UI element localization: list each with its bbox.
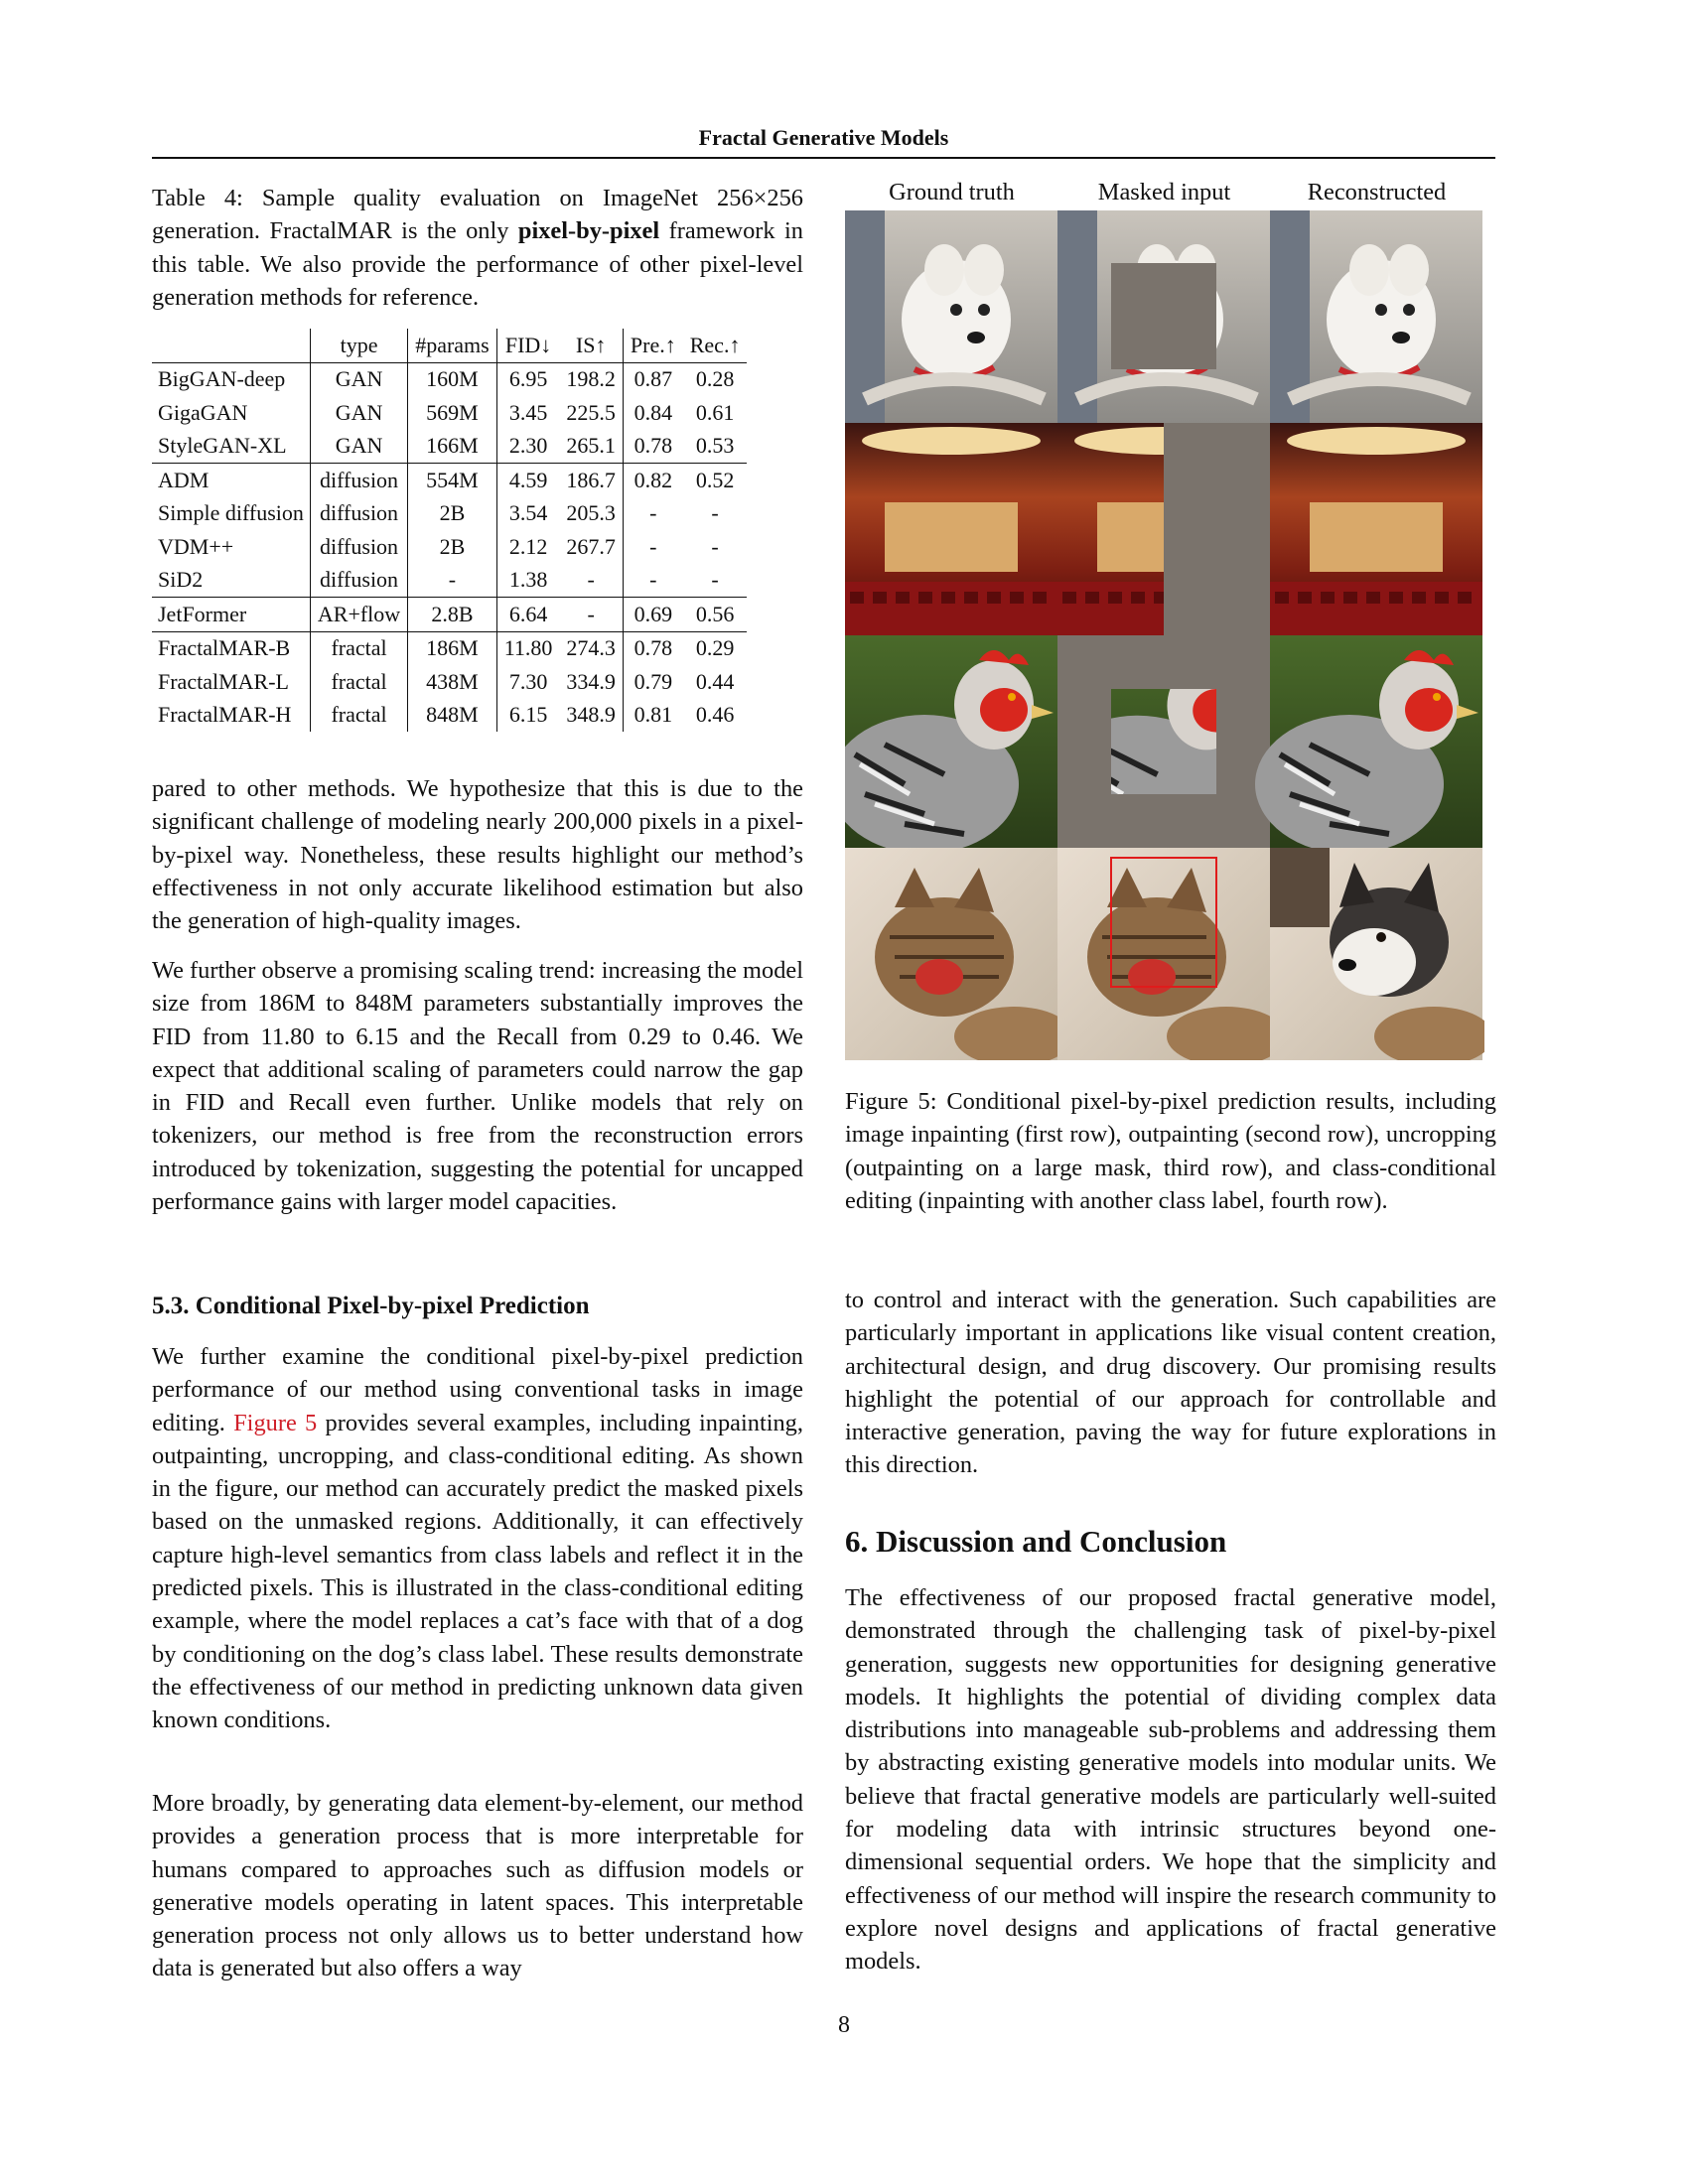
table-cell: FractalMAR-B — [152, 631, 310, 665]
paragraph: to control and interact with the generation. Such capabilities are particularly important in applications like visual content creation, architectural design, and drug discovery. Our promising results highlight the potential of our approach for controllable and interactive generation, paving the way for future explorations in this direction. — [845, 1287, 1496, 1479]
section-heading: 6. Discussion and Conclusion — [845, 1524, 1227, 1559]
table-cell: 2.12 — [508, 533, 548, 559]
table-cell: fractal — [310, 631, 407, 665]
table-cell: 0.29 — [683, 631, 748, 665]
left-text-block-1 — [152, 772, 803, 937]
table-cell: diffusion — [310, 497, 407, 531]
table-row — [152, 564, 747, 598]
table-cell: 1.38 — [508, 567, 548, 593]
right-text-block-1 — [845, 1284, 1496, 1482]
running-title: Fractal Generative Models — [698, 125, 949, 150]
header-rule — [152, 157, 1495, 159]
table-cell: 6.95 — [508, 366, 548, 392]
table-cell: 0.78 — [623, 631, 682, 665]
results-table — [152, 329, 747, 732]
table-cell: ADM — [152, 464, 310, 497]
table-cell: 334.9 — [559, 665, 623, 699]
table-cell: 7.30 — [508, 668, 548, 694]
table-cell: 0.87 — [633, 366, 673, 392]
row1-reconstructed-dog — [1270, 210, 1482, 423]
table-row — [152, 396, 747, 430]
table-header-cell: Pre.↑ — [623, 329, 682, 362]
table-cell: - — [711, 533, 719, 559]
table-cell: GAN — [310, 430, 407, 464]
table-cell: GigaGAN — [152, 396, 310, 430]
table-cell: Simple diffusion — [152, 497, 310, 531]
table-cell: 348.9 — [559, 699, 623, 733]
table-cell: 0.82 — [623, 464, 682, 497]
table-cell: fractal — [310, 665, 407, 699]
left-text-block-2 — [152, 954, 803, 1218]
page-number: 8 — [838, 2012, 850, 2038]
table-cell: 186M — [408, 631, 497, 665]
table-cell: 265.1 — [559, 430, 623, 464]
table-cell: 848M — [408, 699, 497, 733]
table-cell: 3.45 — [508, 399, 548, 425]
table-cell: 205.3 — [559, 497, 623, 531]
table-cell: 438M — [408, 665, 497, 699]
table-cell: - — [711, 500, 719, 526]
table-row — [152, 631, 747, 665]
figure-images — [845, 210, 1484, 1060]
table-cell: diffusion — [310, 564, 407, 598]
table-row — [152, 699, 747, 733]
table-row — [152, 430, 747, 464]
table-cell: 225.5 — [559, 396, 623, 430]
table-cell: 0.53 — [695, 433, 735, 459]
paragraph: pared to other methods. We hypothesize that this is due to the significant challenge of modeling nearly 200,000 pixels in a pixel-by-pixel way. Nonetheless, these results highlight our method’s effectiveness in not only accurate likelihood estimation but also the generation of high-quality images. — [152, 775, 803, 935]
row2-mask — [1164, 423, 1270, 635]
table-cell: 0.61 — [695, 399, 735, 425]
table-cell: 267.7 — [559, 530, 623, 564]
table-cell: GAN — [310, 396, 407, 430]
table-cell: - — [649, 533, 657, 559]
table-cell: 198.2 — [559, 362, 623, 396]
row4-ground-truth-cat — [845, 848, 1073, 1060]
table-cell: - — [559, 564, 623, 598]
table-cell: 0.46 — [695, 702, 735, 728]
table-cell: JetFormer — [152, 598, 310, 632]
column-label-masked-input: Masked input — [1097, 179, 1231, 205]
row3-ground-truth-hen — [845, 635, 1057, 854]
table-cell: 0.79 — [633, 668, 673, 694]
table-cell: SiD2 — [152, 564, 310, 598]
row1-mask — [1111, 263, 1216, 369]
table-header-cell: #params — [408, 329, 497, 362]
table-row — [152, 665, 747, 699]
table-cell: FractalMAR-L — [152, 665, 310, 699]
table-cell: 0.78 — [633, 433, 673, 459]
row1-ground-truth-dog — [845, 210, 1057, 423]
table-header-cell: IS↑ — [559, 329, 623, 362]
row4-masked-cat — [1057, 848, 1286, 1060]
column-label-ground-truth: Ground truth — [889, 179, 1015, 205]
table-cell: 6.15 — [508, 702, 548, 728]
table-cell: fractal — [310, 699, 407, 733]
table-cell: 0.28 — [695, 366, 735, 392]
paragraph: The effectiveness of our proposed fractal generative model, demonstrated through the challenging task of pixel-by-pixel generation, suggests new opportunities for designing generative models. It highlights the potential of dividing complex data distributions into manageable sub-problems and addressing them by abstracting existing generative models into modular units. We believe that fractal generative models are particularly well-suited for modeling data with intrinsic structures beyond one-dimensional sequential orders. We hope that the simplicity and effectiveness of our method will inspire the research community to explore novel designs and applications of fractal generative models. — [845, 1584, 1496, 1976]
table-cell: - — [649, 567, 657, 593]
table-header-cell: type — [310, 329, 407, 362]
table-cell: AR+flow — [310, 598, 407, 632]
table-cell: 6.64 — [496, 598, 559, 632]
table-cell: 274.3 — [559, 631, 623, 665]
table-caption: Table 4: Sample quality evaluation on ImageNet 256×256 generation. FractalMAR is the only pixel-by-pixel framework in this table. We also provide the performance of other pixel-level generation methods for reference. — [152, 185, 803, 311]
table-row — [152, 497, 747, 531]
table-cell: GAN — [310, 362, 407, 396]
table-cell: 0.81 — [633, 702, 673, 728]
left-text-block-3 — [152, 1340, 803, 1737]
table-header-cell — [152, 329, 310, 362]
table-cell: diffusion — [310, 530, 407, 564]
table-cell: 2.30 — [508, 433, 548, 459]
figure-5-link[interactable]: Figure 5 — [233, 1409, 318, 1436]
row3-reconstructed-hen — [1255, 635, 1482, 854]
left-text-block-4 — [152, 1787, 803, 1985]
table-cell: 2B — [408, 497, 497, 531]
table-cell: 0.69 — [623, 598, 682, 632]
table-cell: 0.52 — [683, 464, 748, 497]
table-row — [152, 598, 747, 632]
table-cell: 186.7 — [559, 464, 623, 497]
table-cell: 2.8B — [408, 598, 497, 632]
table-cell: 160M — [408, 362, 497, 396]
table-cell: - — [408, 564, 497, 598]
paragraph: We further observe a promising scaling trend: increasing the model size from 186M to 848M parameters substantially improves the FID from 11.80 to 6.15 and the Recall from 0.29 to 0.46. We expect that additional scaling of parameters could narrow the gap in FID and Recall even further. Unlike models that rely on tokenizers, our method is free from the reconstruction errors introduced by tokenization, suggesting the potential for uncapped performance gains with larger model capacities. — [152, 957, 803, 1216]
table-cell: 4.59 — [496, 464, 559, 497]
figure-caption: Figure 5: Conditional pixel-by-pixel prediction results, including image inpainting (first row), outpainting (second row), uncropping (outpainting on a large mask, third row), and class-conditional editing (inpainting with another class label, fourth row). — [845, 1088, 1496, 1214]
table-row — [152, 362, 747, 396]
table-cell: 11.80 — [496, 631, 559, 665]
figure-column-labels — [845, 179, 1484, 208]
paragraph: We further examine the conditional pixel-by-pixel prediction performance of our method using conventional tasks in image editing. Figure 5 provides several examples, including inpainting, outpainting, uncropping, and class-conditional editing. As shown in the figure, our method can accurately predict the masked pixels based on the unmasked regions. Additionally, it can effectively capture high-level semantics from class labels and reflect it in the predicted pixels. This is illustrated in the class-conditional editing example, where the model replaces a cat’s face with that of a dog by conditioning on the dog’s class label. These results demonstrate the effectiveness of our method in predicting unknown data given known conditions. — [152, 1343, 803, 1734]
table-row — [152, 530, 747, 564]
row4-reconstructed-dog — [1270, 848, 1484, 1060]
right-text-block-2 — [845, 1581, 1496, 1979]
table-cell: BigGAN-deep — [152, 362, 310, 396]
table-header-cell: FID↓ — [496, 329, 559, 362]
column-label-reconstructed: Reconstructed — [1307, 179, 1447, 205]
table-cell: 0.44 — [695, 668, 735, 694]
table-cell: 569M — [408, 396, 497, 430]
table-cell: 0.56 — [683, 598, 748, 632]
figure-image-grid — [845, 210, 1484, 1060]
section-heading: 5.3. Conditional Pixel-by-pixel Prediction — [152, 1293, 590, 1319]
table-cell: 554M — [408, 464, 497, 497]
table-cell: FractalMAR-H — [152, 699, 310, 733]
row2-reconstructed-theater — [1270, 423, 1482, 635]
paragraph: More broadly, by generating data element-by-element, our method provides a generation process that is more interpretable for humans compared to approaches such as diffusion models or generative models operating in latent spaces. This interpretable generation process not only allows us to better understand how data is generated but also offers a way — [152, 1790, 803, 1982]
table-cell: VDM++ — [152, 530, 310, 564]
table-cell: diffusion — [310, 464, 407, 497]
row2-ground-truth-theater — [845, 423, 1057, 635]
table-row — [152, 464, 747, 497]
table-cell: 0.84 — [633, 399, 673, 425]
table-header-row — [152, 329, 747, 362]
table-cell: - — [559, 598, 623, 632]
table-cell: 166M — [408, 430, 497, 464]
table-header-cell: Rec.↑ — [683, 329, 748, 362]
table-cell: 3.54 — [508, 500, 548, 526]
table-cell: - — [649, 500, 657, 526]
table-cell: 2B — [408, 530, 497, 564]
table-cell: - — [711, 567, 719, 593]
table-cell: StyleGAN-XL — [152, 430, 310, 464]
